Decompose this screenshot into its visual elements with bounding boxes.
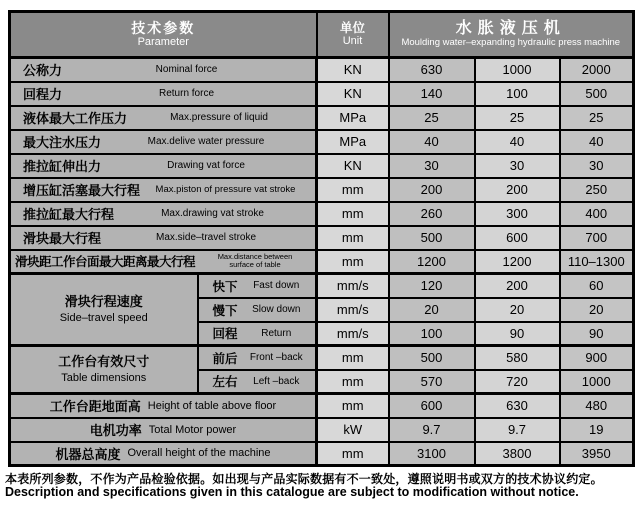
value-cell: 1000 <box>560 370 634 394</box>
sub-label-cn: 慢下 <box>212 303 238 318</box>
param-cell <box>10 154 317 178</box>
parameter-subtitle: Parameter <box>137 36 189 49</box>
param-label-cn: 液体最大工作压力 <box>23 111 128 126</box>
value-cell: 60 <box>560 274 634 298</box>
param-cell <box>10 130 317 154</box>
param-header-cell <box>10 12 317 58</box>
value-cell: 120 <box>389 274 475 298</box>
sub-label-en: Front –back <box>249 352 303 364</box>
group-label-en: Side–travel speed <box>59 311 148 324</box>
value-cell: 90 <box>560 322 634 346</box>
speed-group-cell <box>10 274 198 346</box>
unit-cell: MPa <box>317 130 389 154</box>
value-cell: 3950 <box>560 442 634 466</box>
sub-label-cn: 左右 <box>212 375 238 390</box>
footer-line-en: Description and specifications given in this catalogue are subject to modification without notice. <box>5 485 579 499</box>
group-label-en: Table dimensions <box>61 371 147 384</box>
value-cell: 600 <box>475 226 560 250</box>
param-cell <box>10 106 317 130</box>
value-cell: 2000 <box>560 58 634 82</box>
table-row <box>10 394 634 418</box>
param-label-cn: 机器总高度 <box>55 446 121 462</box>
value-cell: 570 <box>389 370 475 394</box>
value-cell: 25 <box>389 106 475 130</box>
value-cell: 30 <box>560 154 634 178</box>
sub-param-cell <box>198 370 317 394</box>
table-row <box>10 82 634 106</box>
value-cell: 200 <box>475 274 560 298</box>
param-label-en: Drawing vat force <box>167 160 245 171</box>
value-cell: 100 <box>475 82 560 106</box>
value-cell: 25 <box>560 106 634 130</box>
group-label-cn: 滑块行程速度 <box>64 293 143 309</box>
param-label-cn: 工作台距地面高 <box>49 399 141 415</box>
value-cell: 9.7 <box>475 418 560 442</box>
param-cell <box>10 442 317 466</box>
value-cell: 3100 <box>389 442 475 466</box>
value-cell: 140 <box>389 82 475 106</box>
value-cell: 19 <box>560 418 634 442</box>
unit-cell: MPa <box>317 106 389 130</box>
value-cell: 40 <box>560 130 634 154</box>
value-cell: 900 <box>560 346 634 370</box>
table-row <box>10 250 634 274</box>
sub-label-en: Fast down <box>253 280 300 292</box>
param-label-cn: 推拉缸伸出力 <box>23 159 102 174</box>
param-label-en: Overall height of the machine <box>127 447 271 460</box>
param-cell <box>10 394 317 418</box>
value-cell: 1000 <box>475 58 560 82</box>
unit-title-cn: 单位 <box>339 20 365 35</box>
value-cell: 600 <box>389 394 475 418</box>
value-cell: 20 <box>560 298 634 322</box>
value-cell: 110–1300 <box>560 250 634 274</box>
value-cell: 400 <box>560 202 634 226</box>
value-cell: 3800 <box>475 442 560 466</box>
value-cell: 630 <box>475 394 560 418</box>
unit-cell: KN <box>317 154 389 178</box>
table-row <box>10 58 634 82</box>
table-row <box>10 202 634 226</box>
table-row <box>10 130 634 154</box>
value-cell: 200 <box>475 178 560 202</box>
unit-cell: KN <box>317 82 389 106</box>
param-label-en: Max.delive water pressure <box>147 136 265 147</box>
value-cell: 1200 <box>475 250 560 274</box>
table-row <box>10 274 634 298</box>
value-cell: 9.7 <box>389 418 475 442</box>
footer-note <box>5 473 641 499</box>
param-label-en: Max.side–travel stroke <box>155 232 257 243</box>
param-label-cn: 最大注水压力 <box>23 135 102 150</box>
param-label-en: Nominal force <box>155 64 218 76</box>
unit-cell: mm/s <box>317 298 389 322</box>
sub-param-cell <box>198 298 317 322</box>
sub-label-en: Slow down <box>252 304 301 315</box>
value-cell: 720 <box>475 370 560 394</box>
table-row <box>10 178 634 202</box>
table-row <box>10 106 634 130</box>
sub-label-cn: 回程 <box>212 327 238 342</box>
value-cell: 500 <box>389 346 475 370</box>
unit-cell: KN <box>317 58 389 82</box>
tech-params-title: 技术参数 <box>131 20 196 37</box>
sub-label-cn: 快下 <box>212 279 238 294</box>
unit-title-en: Unit <box>342 35 363 48</box>
sub-param-cell <box>198 322 317 346</box>
sub-label-en: Return <box>261 327 292 339</box>
unit-cell: mm/s <box>317 322 389 346</box>
unit-cell: mm <box>317 370 389 394</box>
param-label-en: Height of table above floor <box>147 399 277 412</box>
table-row <box>10 442 634 466</box>
header-row <box>10 12 634 58</box>
value-cell: 100 <box>389 322 475 346</box>
table-row <box>10 418 634 442</box>
group-label-cn: 工作台有效尺寸 <box>58 353 150 369</box>
unit-cell: mm <box>317 394 389 418</box>
unit-cell: mm <box>317 226 389 250</box>
param-cell <box>10 202 317 226</box>
table-row <box>10 154 634 178</box>
value-cell: 30 <box>389 154 475 178</box>
param-label-cn: 滑块最大行程 <box>23 231 102 246</box>
unit-cell: mm/s <box>317 274 389 298</box>
param-cell <box>10 418 317 442</box>
machine-subtitle: Moulding water–expanding hydraulic press machine <box>401 37 621 49</box>
machine-title: 水胀液压机 <box>455 19 566 37</box>
machine-header-cell <box>389 12 634 58</box>
unit-header-cell <box>317 12 389 58</box>
sub-label-cn: 前后 <box>212 351 238 366</box>
unit-cell: mm <box>317 178 389 202</box>
param-label-cn: 回程力 <box>23 87 63 102</box>
spec-table <box>8 10 635 467</box>
footer-line-cn: 本表所列参数，不作为产品检验依据。如出现与产品实际数据有不一致处，遵照说明书或双方的技术协议约定。 <box>5 472 603 486</box>
param-cell <box>10 226 317 250</box>
param-label-en: Max.distance between surface of table <box>217 251 293 270</box>
unit-cell: mm <box>317 250 389 274</box>
unit-cell: mm <box>317 346 389 370</box>
param-label-cn: 滑块距工作台面最大距离最大行程 <box>15 255 196 270</box>
value-cell: 250 <box>560 178 634 202</box>
value-cell: 580 <box>475 346 560 370</box>
param-cell <box>10 82 317 106</box>
param-label-cn: 公称力 <box>23 63 63 79</box>
param-label-cn: 电机功率 <box>89 423 142 438</box>
value-cell: 25 <box>475 106 560 130</box>
unit-cell: mm <box>317 202 389 226</box>
param-label-en: Total Motor power <box>148 423 237 436</box>
param-label-en: Max.drawing vat stroke <box>161 208 264 219</box>
param-label-cn: 推拉缸最大行程 <box>23 207 115 222</box>
value-cell: 480 <box>560 394 634 418</box>
sub-label-en: Left –back <box>253 375 300 387</box>
sub-param-cell <box>198 346 317 370</box>
value-cell: 90 <box>475 322 560 346</box>
value-cell: 300 <box>475 202 560 226</box>
value-cell: 30 <box>475 154 560 178</box>
value-cell: 1200 <box>389 250 475 274</box>
param-label-en: Return force <box>158 88 215 99</box>
value-cell: 40 <box>475 130 560 154</box>
sub-param-cell <box>198 274 317 298</box>
value-cell: 200 <box>389 178 475 202</box>
value-cell: 630 <box>389 58 475 82</box>
value-cell: 20 <box>389 298 475 322</box>
value-cell: 500 <box>560 82 634 106</box>
value-cell: 20 <box>475 298 560 322</box>
param-label-en: Max.pressure of liquid <box>170 112 268 123</box>
param-cell <box>10 178 317 202</box>
value-cell: 260 <box>389 202 475 226</box>
unit-cell: kW <box>317 418 389 442</box>
param-label-cn: 增压缸活塞最大行程 <box>23 183 141 198</box>
dims-group-cell <box>10 346 198 394</box>
param-label-en: Max.piston of pressure vat stroke <box>155 184 296 195</box>
unit-cell: mm <box>317 442 389 466</box>
table-row <box>10 346 634 370</box>
value-cell: 40 <box>389 130 475 154</box>
value-cell: 500 <box>389 226 475 250</box>
param-cell <box>10 250 317 274</box>
param-cell <box>10 58 317 82</box>
value-cell: 700 <box>560 226 634 250</box>
table-row <box>10 226 634 250</box>
